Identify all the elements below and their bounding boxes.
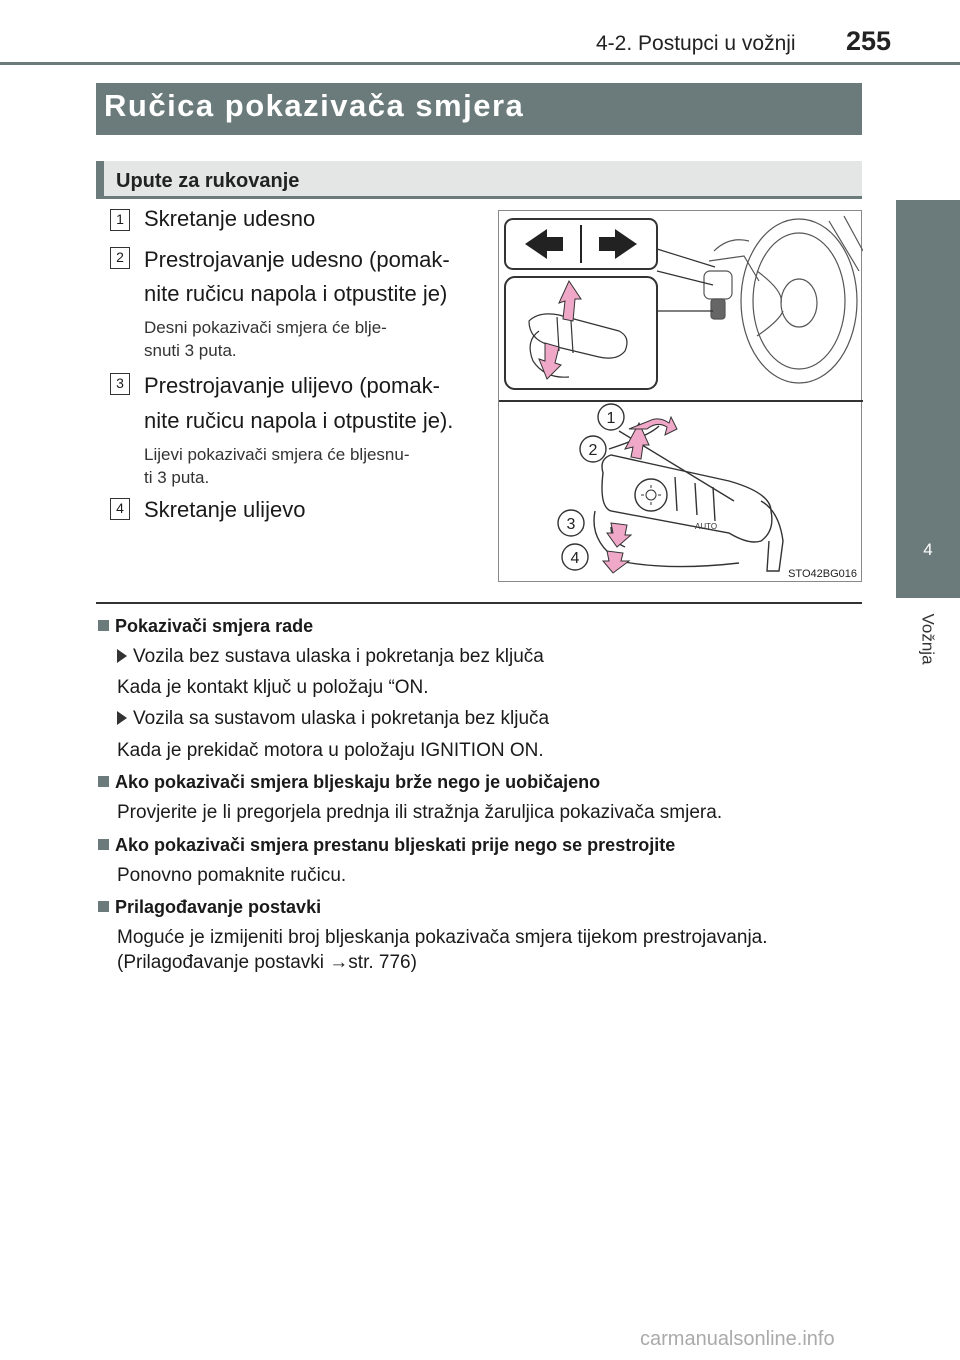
illustration-drawing	[499, 211, 863, 583]
item-number-3: 3	[110, 373, 130, 395]
bullet-1-sub2-text: Vozila sa sustavom ulaska i pokretanja bez ključa	[133, 708, 550, 729]
subtitle: Upute za rukovanje	[116, 170, 300, 192]
bullet-heading-4-text: Prilagođavanje postavki	[115, 897, 322, 917]
watermark: carmanualsonline.info	[640, 1328, 835, 1350]
bullet-1-sub1	[117, 645, 544, 669]
item-2-line2: nite ručicu napola i otpustite je)	[144, 281, 448, 306]
bullet-1-text2: Kada je prekidač motora u položaju IGNITION ON.	[117, 740, 544, 761]
bullet-square-icon	[98, 776, 109, 787]
item-number-2: 2	[110, 247, 130, 269]
bullet-heading-4	[98, 897, 321, 918]
page-title: Ručica pokazivača smjera	[104, 88, 525, 123]
bullet-heading-3	[98, 835, 675, 856]
bullet-heading-2-text: Ako pokazivači smjera bljeskaju brže nego je uobičajeno	[115, 772, 601, 792]
lever-detail-box	[505, 277, 657, 389]
sun-icon	[641, 485, 661, 505]
subtitle-accent	[96, 161, 104, 199]
callout-label-3: 3	[566, 516, 576, 533]
bullet-1-text1: Kada je kontakt ključ u položaju “ON.	[117, 677, 429, 698]
bullet-square-icon	[98, 901, 109, 912]
item-number-4: 4	[110, 498, 130, 520]
item-2-note-line1: Desni pokazivači smjera će blje-	[144, 318, 387, 337]
item-3-note-line2: ti 3 puta.	[144, 468, 210, 487]
section-rule	[96, 602, 862, 604]
bullet-heading-3-text: Ako pokazivači smjera prestanu bljeskati prije nego se prestrojite	[115, 835, 676, 855]
bullet-heading-1-text: Pokazivači smjera rade	[115, 616, 314, 636]
chapter-side-tab	[896, 200, 960, 598]
triangle-bullet-icon	[117, 649, 127, 663]
turn-signal-illustration	[498, 210, 862, 582]
bullet-2-text: Provjerite je li pregorjela prednja ili stražnja žaruljica pokazivača smjera.	[117, 802, 723, 823]
arrow-callout-3	[607, 523, 631, 547]
item-3-note-line1: Lijevi pokazivači smjera će bljesnu-	[144, 445, 410, 464]
item-4-text: Skretanje ulijevo	[144, 497, 306, 522]
item-1-text: Skretanje udesno	[144, 206, 316, 231]
chapter-number: 4	[923, 540, 933, 559]
item-number-1: 1	[110, 209, 130, 231]
bullet-heading-2	[98, 772, 600, 793]
bullet-square-icon	[98, 620, 109, 631]
chapter-label-wrap	[896, 604, 960, 674]
bullet-heading-1	[98, 616, 313, 637]
arrow-callout-4	[603, 551, 629, 573]
bullet-1-sub1-text: Vozila bez sustava ulaska i pokretanja bez ključa	[133, 646, 544, 667]
callout-label-4: 4	[570, 550, 580, 567]
header-section-title: 4-2. Postupci u vožnji	[596, 32, 796, 55]
bullet-3-text: Ponovno pomaknite ručicu.	[117, 865, 347, 886]
bullet-4-line2: (Prilagođavanje postavki →str. 776)	[117, 952, 417, 973]
callout-label-2: 2	[588, 442, 598, 459]
left-arrow-tail	[547, 237, 563, 251]
triangle-bullet-icon	[117, 711, 127, 725]
big-lever-sketch	[594, 426, 783, 571]
illustration-code: STO42BG016	[788, 568, 857, 580]
item-3-line2: nite ručicu napola i otpustite je).	[144, 408, 454, 433]
bullet-1-sub2	[117, 707, 549, 731]
item-2-line1: Prestrojavanje udesno (pomak-	[144, 247, 450, 272]
item-2-note-line2: snuti 3 puta.	[144, 341, 237, 360]
chapter-label: Vožnja	[918, 613, 938, 665]
lever-auto-label: AUTO	[695, 522, 718, 531]
bullet-square-icon	[98, 839, 109, 850]
right-arrow-tail	[599, 237, 615, 251]
callout-label-1: 1	[606, 410, 616, 427]
header-rule	[0, 62, 960, 65]
item-3-line1: Prestrojavanje ulijevo (pomak-	[144, 373, 440, 398]
steering-wheel-sketch	[704, 216, 863, 383]
bullet-4-line1: Moguće je izmijeniti broj bljeskanja pokazivača smjera tijekom prestrojavanja.	[117, 927, 768, 948]
page-number: 255	[846, 26, 892, 56]
